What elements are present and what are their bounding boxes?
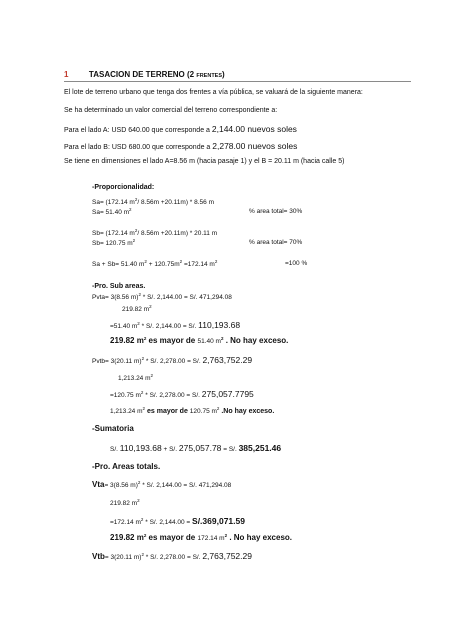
side-b-text: Para el lado B: USD 680.00 que corresponde a [64, 144, 213, 151]
eq1-value: 110,193.68 [198, 320, 241, 330]
eq1-b: * S/. 2,144.00 = S/. [139, 323, 199, 330]
compare-3 [110, 533, 292, 542]
sup-2: 2 [137, 321, 140, 326]
sa-formula-a: Sa= (172.14 m [92, 199, 135, 206]
vtb-c: * S/. 2,278.00 = S/. [143, 554, 203, 561]
sb-result-text: Sb= 120.75 m [92, 240, 133, 247]
cmp1-c: 51.40 m [197, 338, 221, 345]
sum-c: =172.14 m [182, 261, 215, 268]
compare-1 [110, 336, 288, 345]
cmp2-a: 1,213.24 m [110, 408, 143, 415]
vta-label: Vta [92, 480, 105, 489]
sa-result [92, 207, 132, 216]
sup-2: 2 [129, 207, 132, 212]
sup-2: 2 [224, 533, 228, 538]
suma-c: + S/. [161, 446, 179, 453]
cmp1-b: es mayor de [146, 336, 198, 345]
divisor-1: 219.82 m [122, 306, 150, 313]
pvtb-a: Pvtb= 3(20.11 m) [92, 358, 142, 365]
intro-paragraph-1: El lote de terreno urbano que tenga dos frentes a vía pública, se valuará de la siguiente manera: [64, 89, 363, 96]
vta-b: = 3(8.56 m) [104, 482, 138, 489]
cmp3-b: es mayor de [146, 533, 198, 542]
sa-formula [92, 197, 214, 206]
eq2-b: * S/. 2,278.00 = S/. [143, 392, 202, 399]
vta-formula [92, 480, 231, 489]
sup-2: 2 [137, 498, 140, 503]
sum-areas [92, 259, 217, 268]
sup-2: 2 [140, 390, 144, 395]
cmp3-c: 172.14 m [197, 535, 225, 542]
vtb-value: 2,763,752.29 [202, 551, 252, 561]
sup-2: 2 [141, 552, 144, 557]
pvtb-equation [110, 389, 254, 399]
pvta-formula [92, 292, 232, 301]
suma-a: S/. [110, 446, 120, 453]
intro-paragraph-2: Se ha determinado un valor comercial del terreno correspondiente a: [64, 107, 278, 114]
sa-percent: % area total= 30% [249, 208, 303, 215]
vtb-b: = 3(20.11 m) [104, 554, 142, 561]
section-heading [64, 70, 225, 79]
sa-formula-b: / 8.56m +20.11m) * 8.56 m [137, 199, 214, 206]
divisor-2: 1,213.24 m [118, 375, 151, 382]
eq2-a: =120.75 m [110, 392, 141, 399]
sum-b: + 120.75m [146, 261, 180, 268]
cmp3-a: 219.82 m [110, 533, 144, 542]
side-a-value: 2,144.00 nuevos soles [211, 124, 297, 134]
sum-a: Sa + Sb= 51.40 m [92, 261, 145, 268]
sum-percent: =100 % [285, 260, 308, 267]
section-title-small: FRENTES [196, 73, 223, 79]
suma-total: 385,251.46 [238, 443, 282, 453]
cmp2-d: .No hay exceso. [219, 408, 275, 415]
sup-2: 2 [150, 373, 154, 378]
intro-side-a [64, 124, 297, 134]
eq2-value: 275,057.7795 [201, 389, 254, 399]
vta-c: * S/. 2,144.00 = S/. 471,294.08 [140, 482, 232, 489]
sb-percent: % area total= 70% [249, 239, 303, 246]
sup-2: 2 [149, 304, 152, 309]
section-title-close: ) [222, 70, 225, 79]
pvtb-divisor [118, 373, 153, 382]
sup-2: 2 [216, 406, 220, 411]
cmp1-a: 219.82 m [110, 336, 144, 345]
pvtb-value: 2,763,752.29 [202, 355, 253, 365]
sup-2: 2 [214, 259, 218, 264]
side-b-value: 2,278.00 nuevos soles [212, 141, 298, 151]
eq3-b: * S/. 2,144.00 = [143, 519, 193, 526]
cmp2-c: 120.75 m [189, 408, 217, 415]
sb-formula-b: / 8.56m +20.11m) * 20.11 m [137, 230, 218, 237]
eq1-a: =51.40 m [110, 323, 138, 330]
pvtb-formula [92, 355, 252, 365]
vta-equation [110, 516, 245, 526]
eq3-a: =172.14 m [110, 519, 141, 526]
sub-heading: -Pro. Sub areas. [92, 283, 146, 290]
suma-b: 110,193.68 [119, 443, 162, 453]
sumatoria-heading: -Sumatoria [92, 424, 134, 433]
vtb-formula [92, 551, 252, 561]
sup-2: 2 [137, 480, 141, 485]
vta-divisor [110, 498, 140, 507]
section-number: 1 [64, 70, 69, 79]
cmp3-d: . No hay exceso. [227, 533, 293, 542]
totals-heading: -Pro. Areas totals. [92, 462, 161, 471]
vtb-label: Vtb [92, 552, 105, 561]
sumatoria-line [110, 443, 281, 453]
sup-2: 2 [179, 259, 183, 264]
pvta-divisor [122, 304, 152, 313]
intro-side-b [64, 141, 297, 151]
sup-2: 2 [220, 336, 224, 341]
prop-heading: -Proporcionalidad: [92, 184, 155, 191]
pvtb-b: * S/. 2,278.00 = S/. [144, 358, 203, 365]
sup-2: 2 [143, 336, 147, 341]
sup-2: 2 [144, 259, 147, 264]
eq3-value: S/.369,071.59 [192, 516, 245, 526]
divisor-3: 219.82 m [110, 500, 138, 507]
section-title: TASACION DE TERRENO (2 [88, 70, 197, 79]
sup-2: 2 [138, 292, 141, 297]
pvta-a: Pvta= 3(8.56 m) [92, 294, 139, 301]
sb-formula [92, 228, 217, 237]
suma-d: 275,057.78 [178, 443, 222, 453]
sb-result [92, 238, 135, 247]
pvta-b: * S/. 2,144.00 = S/. 471,294.08 [140, 294, 232, 301]
suma-e: = S/. [221, 446, 239, 453]
heading-rule [64, 81, 411, 82]
sup-2: 2 [143, 533, 147, 538]
side-a-text: Para el lado A: USD 640.00 que corresponde a [64, 127, 212, 134]
compare-2 [110, 406, 274, 415]
sup-2: 2 [141, 356, 145, 361]
sup-2: 2 [142, 406, 146, 411]
cmp2-b: es mayor de [145, 408, 190, 415]
pvta-equation [110, 320, 240, 330]
sup-2: 2 [134, 228, 138, 233]
intro-dimensions: Se tiene en dimensiones el lado A=8.56 m (hacia pasaje 1) y el B = 20.11 m (hacia calle 5) [64, 158, 345, 165]
sup-2: 2 [140, 517, 144, 522]
sa-result-text: Sa= 51.40 m [92, 209, 130, 216]
sb-formula-a: Sb= (172.14 m [92, 230, 135, 237]
sup-2: 2 [132, 238, 136, 243]
cmp1-d: . No hay exceso. [223, 336, 289, 345]
sup-2: 2 [134, 197, 138, 202]
